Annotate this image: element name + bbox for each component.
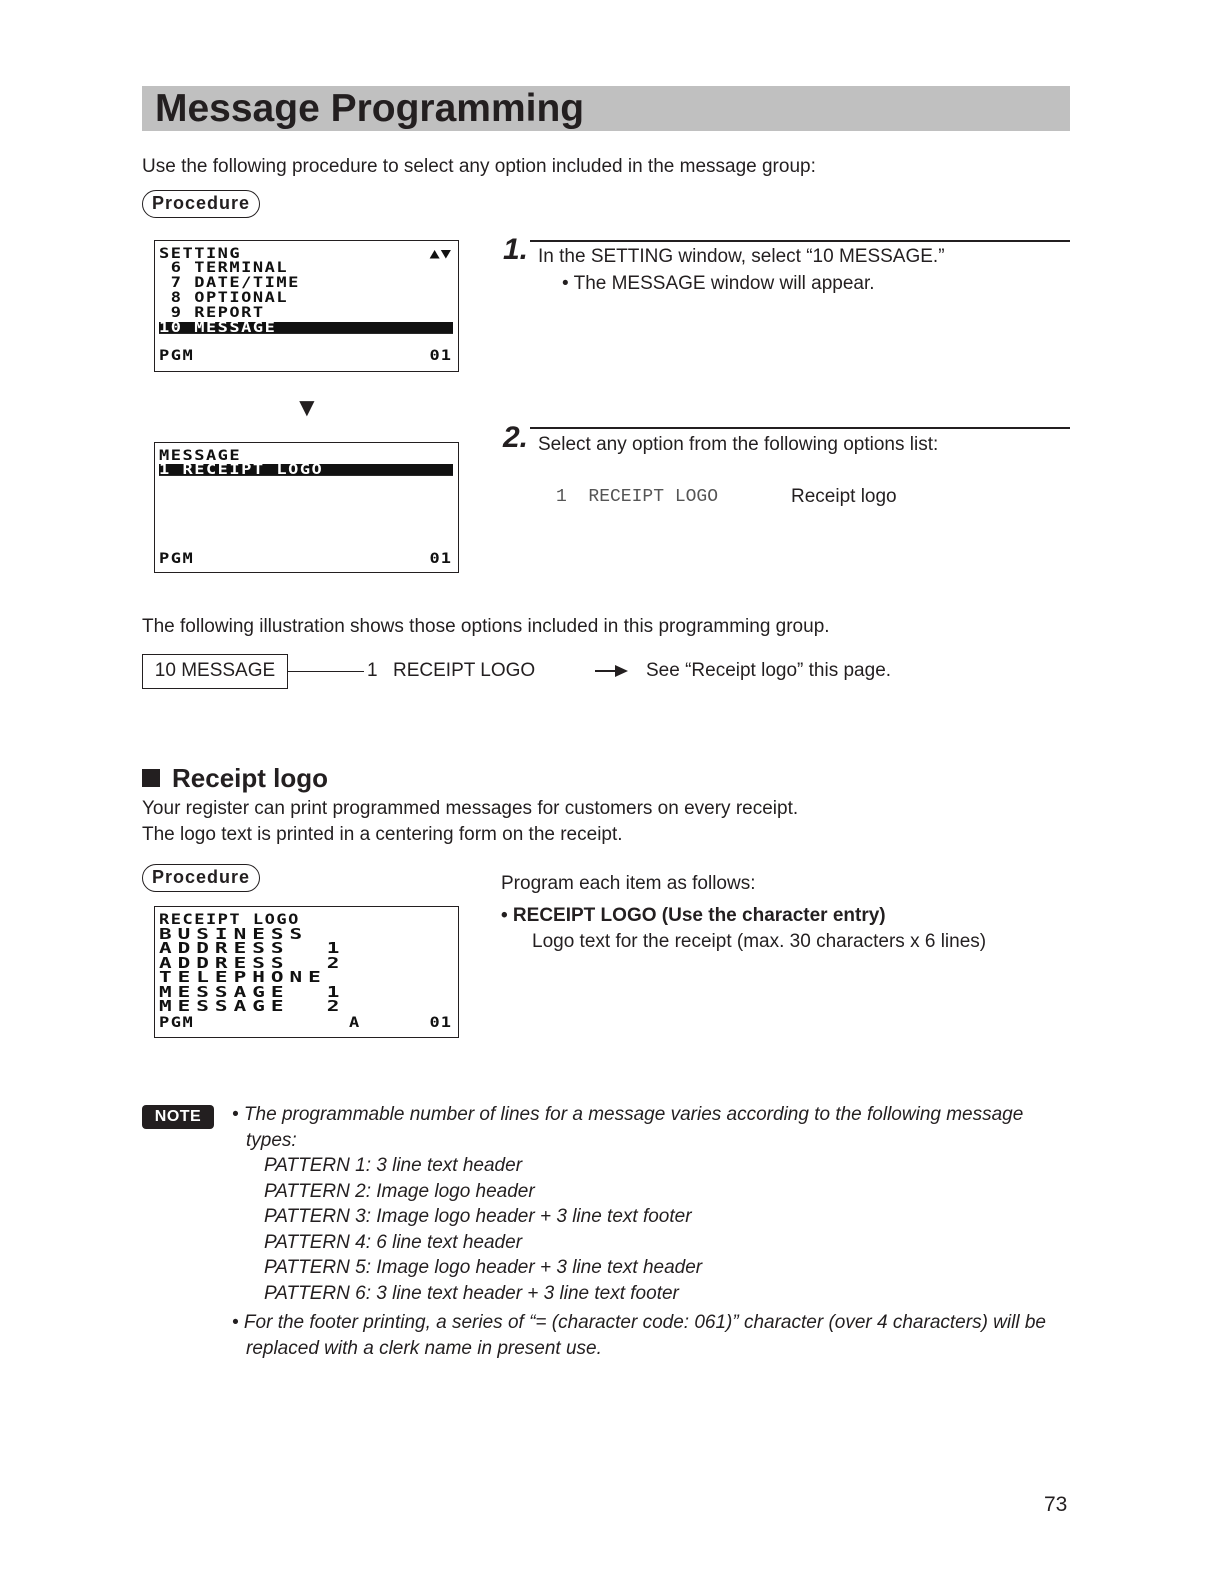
step-2-text: Select any option from the following options list: <box>538 434 939 455</box>
lcd-receipt-logo-screen <box>154 906 459 1038</box>
illustration-intro: The following illustration shows those options included in this programming group. <box>142 616 830 637</box>
diagram-item-number: 1 <box>367 660 378 681</box>
lcd-large-line: ADDRESS 1 <box>159 939 346 957</box>
page-title: Message Programming <box>155 87 585 130</box>
lcd-footer-mid: A <box>349 1014 360 1032</box>
lcd-line: 7 DATE/TIME <box>159 274 300 292</box>
lcd-footer-left: PGM <box>159 347 195 365</box>
note-pattern: PATTERN 3: Image logo header + 3 line text footer <box>264 1206 692 1227</box>
lcd-large-line: BUSINESS <box>159 925 309 943</box>
lcd-selected-line: 1 RECEIPT LOGO <box>159 464 453 476</box>
right-arrow-icon <box>595 664 629 678</box>
lcd-setting-screen <box>154 240 459 372</box>
lcd-line: 9 REPORT <box>159 304 265 322</box>
group-box: 10 MESSAGE <box>142 654 288 689</box>
lcd-selected-line: 10 MESSAGE <box>159 322 453 334</box>
step-1-bullet: • The MESSAGE window will appear. <box>562 273 875 294</box>
lcd-header: SETTING <box>159 245 242 263</box>
item-title: • RECEIPT LOGO (Use the character entry) <box>501 905 886 926</box>
lcd-message-screen <box>154 442 459 573</box>
scroll-arrows-icon: ▲▼ <box>429 245 452 263</box>
diagram-item-label: RECEIPT LOGO <box>393 660 536 681</box>
note-badge: NOTE <box>142 1105 214 1129</box>
note-bullet-1-cont: types: <box>246 1130 297 1151</box>
note-pattern: PATTERN 6: 3 line text header + 3 line text footer <box>264 1283 679 1304</box>
section-desc-2: The logo text is printed in a centering form on the receipt. <box>142 824 623 845</box>
lcd-footer-right: 01 <box>429 550 452 568</box>
down-arrow-icon: ▼ <box>294 392 320 422</box>
step-2-rule <box>530 427 1070 429</box>
note-pattern: PATTERN 2: Image logo header <box>264 1181 535 1202</box>
option-description: Receipt logo <box>791 486 897 507</box>
note-pattern: PATTERN 4: 6 line text header <box>264 1232 523 1253</box>
lcd-large-line: ADDRESS 2 <box>159 954 346 972</box>
option-code: 1 RECEIPT LOGO <box>556 487 719 507</box>
section-desc-1: Your register can print programmed messages for customers on every receipt. <box>142 798 799 819</box>
lcd-line: 8 OPTIONAL <box>159 289 289 307</box>
procedure-badge: Procedure <box>142 864 260 892</box>
lcd-line: 6 TERMINAL <box>159 259 289 277</box>
lcd-header: MESSAGE <box>159 447 242 465</box>
step-1-number: 1. <box>503 233 529 266</box>
note-bullet-2-cont: replaced with a clerk name in present use. <box>246 1338 602 1359</box>
note-bullet-1: • The programmable number of lines for a message varies according to the following message <box>232 1104 1024 1125</box>
note-pattern: PATTERN 1: 3 line text header <box>264 1155 523 1176</box>
item-description: Logo text for the receipt (max. 30 characters x 6 lines) <box>532 931 987 952</box>
lcd-footer-left: PGM <box>159 1014 195 1032</box>
lcd-footer-right: 01 <box>429 347 452 365</box>
procedure-badge: Procedure <box>142 190 260 218</box>
page-number: 73 <box>1044 1493 1068 1516</box>
lcd-large-line: MESSAGE 2 <box>159 997 346 1015</box>
lcd-header: RECEIPT LOGO <box>159 911 300 929</box>
section-square-icon <box>142 769 160 787</box>
connector-line <box>288 671 364 672</box>
diagram-reference: See “Receipt logo” this page. <box>646 660 892 681</box>
section-heading: Receipt logo <box>172 763 329 793</box>
program-intro: Program each item as follows: <box>501 873 756 894</box>
lcd-large-line: MESSAGE 1 <box>159 983 346 1001</box>
lcd-large-line: TELEPHONE <box>159 968 327 986</box>
note-bullet-2: • For the footer printing, a series of “= (character code: 061)” character (over 4 characters) will be <box>232 1312 1046 1333</box>
title-bar <box>142 86 1070 131</box>
step-1-rule <box>530 240 1070 242</box>
step-2-number: 2. <box>503 421 529 454</box>
lcd-footer-right: 01 <box>429 1014 452 1032</box>
intro-text: Use the following procedure to select any option included in the message group: <box>142 156 816 177</box>
note-pattern: PATTERN 5: Image logo header + 3 line text header <box>264 1257 703 1278</box>
step-1-text: In the SETTING window, select “10 MESSAGE.” <box>538 246 945 267</box>
lcd-footer-left: PGM <box>159 550 195 568</box>
